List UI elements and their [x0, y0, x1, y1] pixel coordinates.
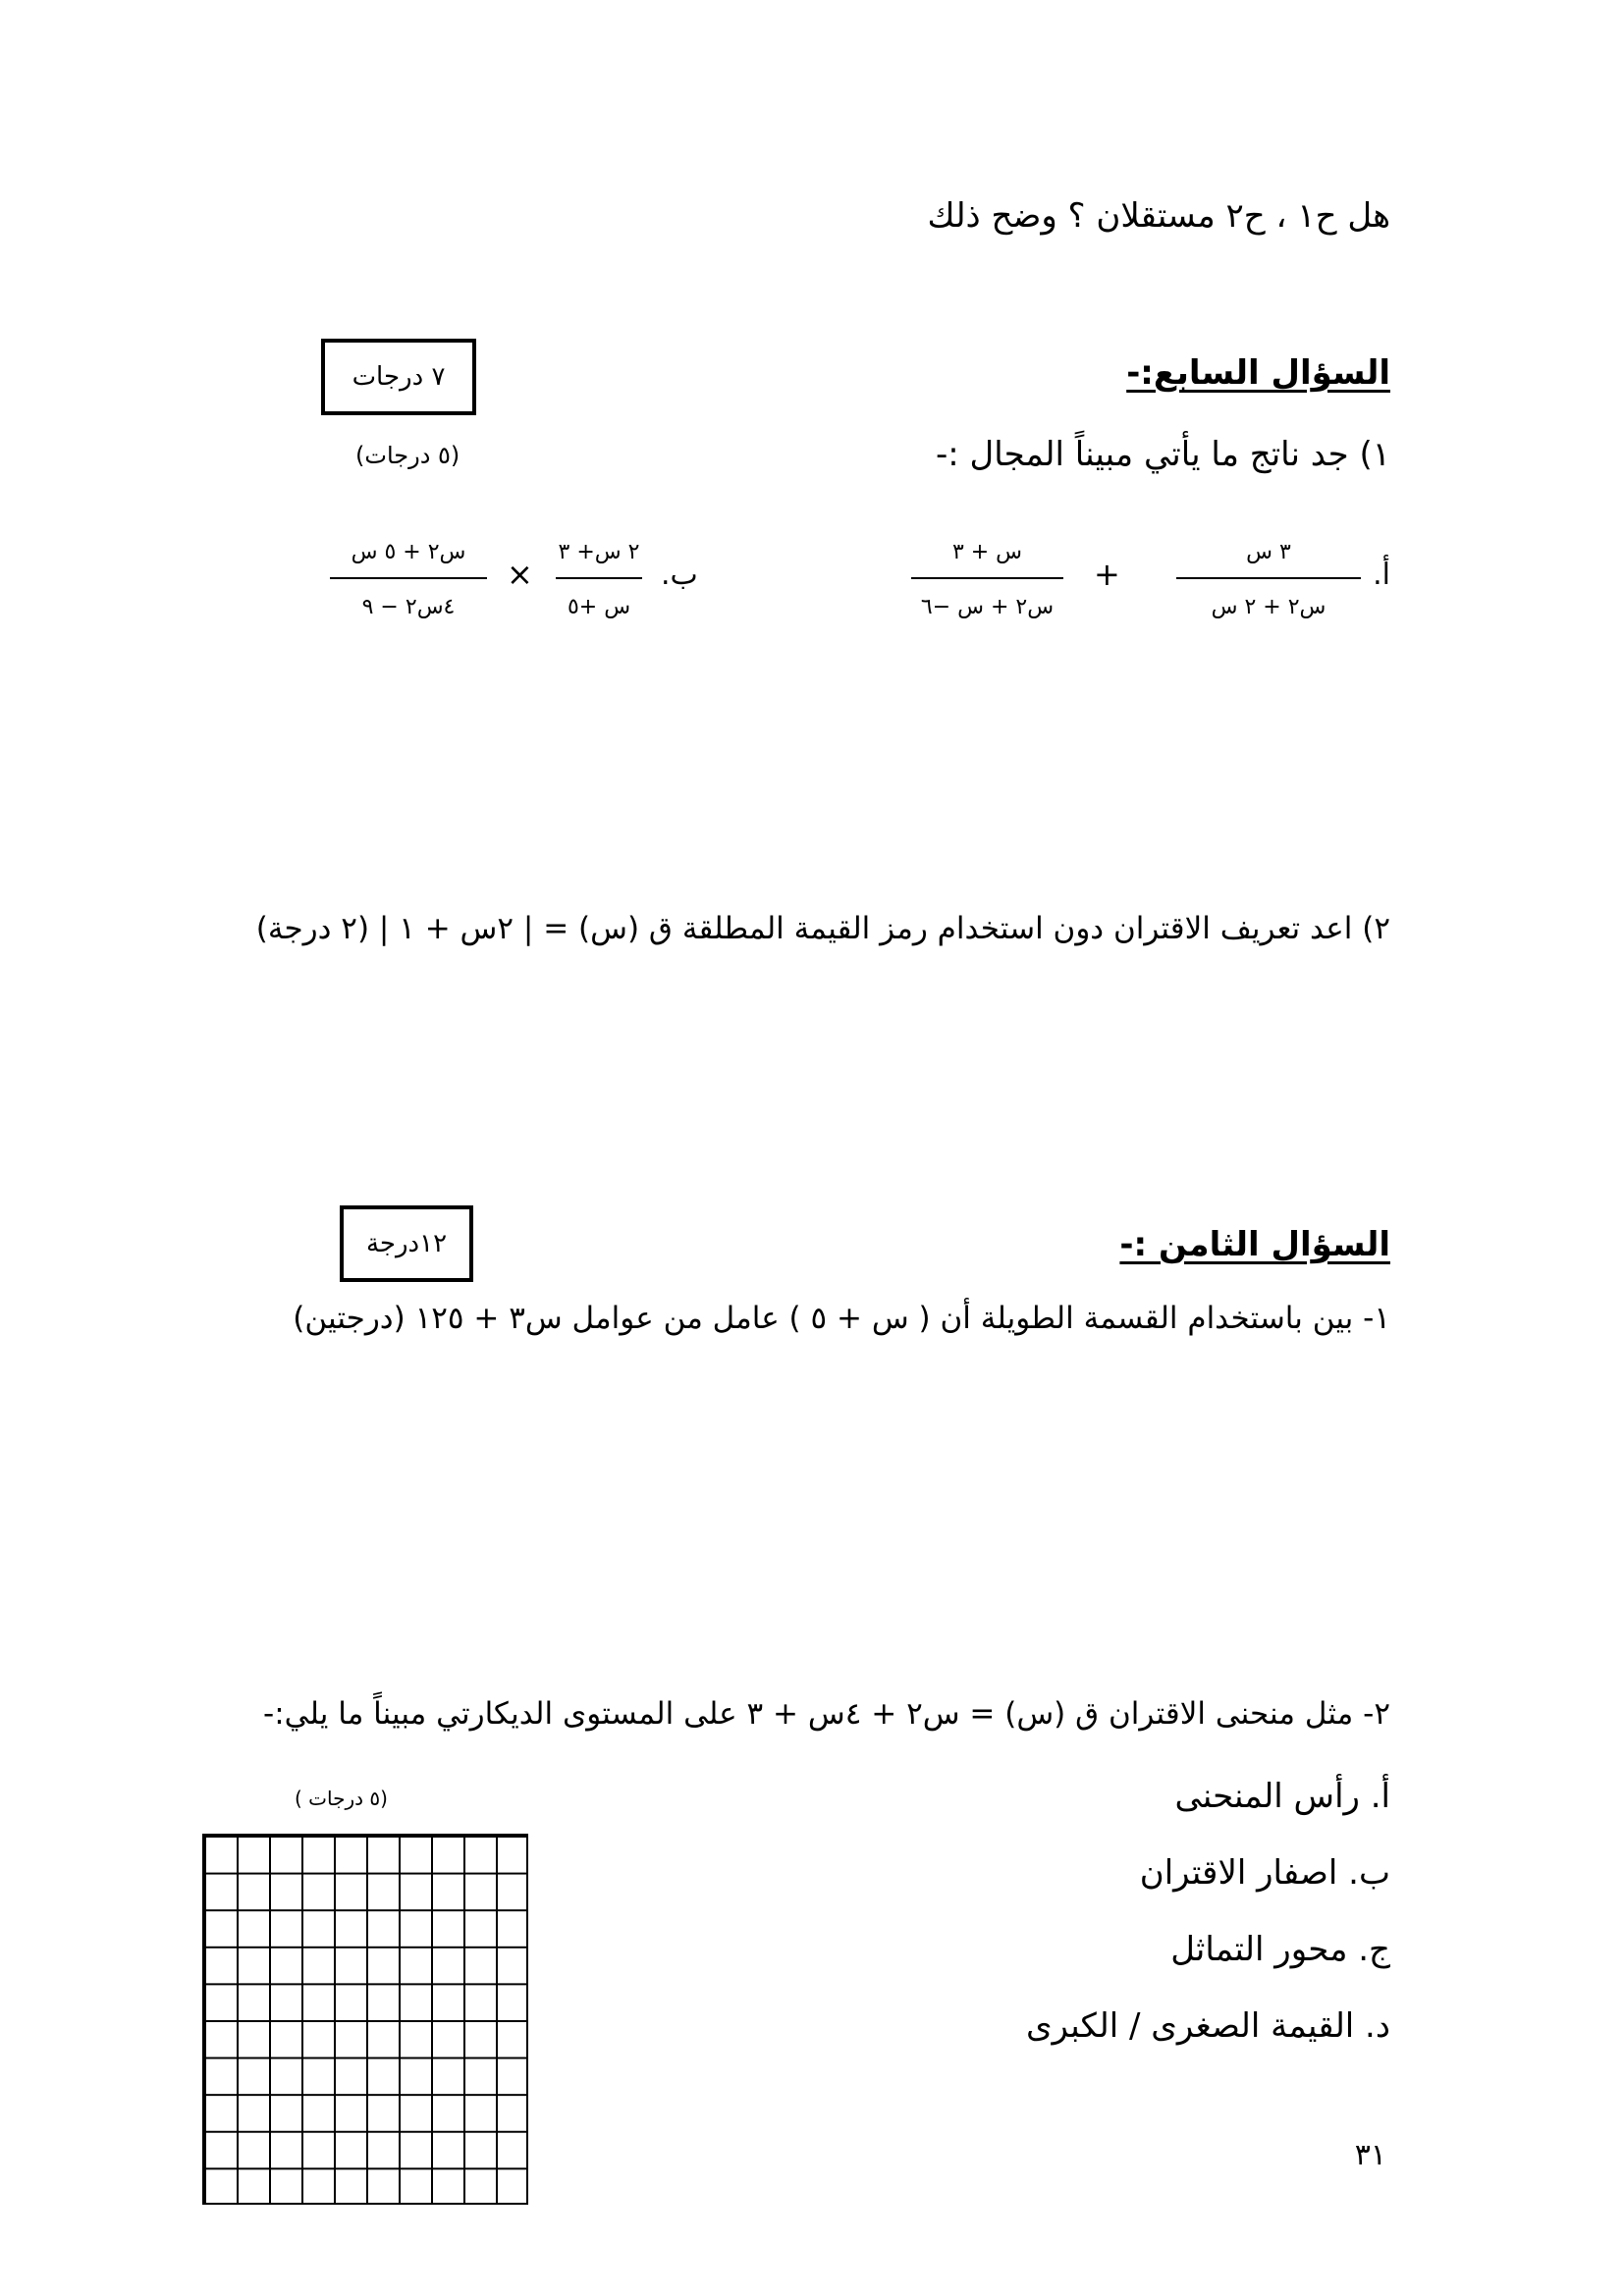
fraction-bar [911, 577, 1063, 579]
q7-marks-box [321, 339, 476, 415]
q7-item-a-label: أ. [1373, 558, 1390, 592]
fraction-numerator: ٢ س+ ٣ [558, 540, 640, 564]
fraction-bar [330, 577, 487, 579]
fraction-numerator: س + ٣ [951, 540, 1023, 564]
page-number: ٣١ [1354, 2138, 1386, 2172]
q6-independence-question: هل ح١ ، ح٢ مستقلان ؟ وضح ذلك [927, 196, 1390, 236]
q7-item-a-plus-operator: + [1094, 556, 1120, 593]
graph-paper-grid [202, 1834, 528, 2205]
fraction-denominator: ٤س٢ − ٩ [361, 595, 456, 619]
q7-item-b-label: ب. [661, 558, 698, 592]
q8-item-vertex: أ. رأس المنحنى [1174, 1777, 1390, 1816]
q8-item-min-max: د. القيمة الصغرى / الكبرى [1025, 2006, 1390, 2046]
q7-item-a-fraction-1 [1176, 538, 1361, 631]
fraction-denominator: س +٥ [567, 595, 631, 619]
q7-item-a-fraction-2 [911, 538, 1063, 631]
fraction-numerator: س٢ + ٥ س [351, 540, 466, 564]
q7-heading: السؤال السابع:- [1126, 353, 1390, 393]
q8-marks-box [340, 1205, 473, 1282]
fraction-bar [556, 577, 642, 579]
fraction-numerator: ٣ س [1246, 540, 1291, 564]
q8-part2-marks: (٥ درجات ) [295, 1787, 388, 1810]
q7-item-b-fraction-2 [330, 538, 487, 631]
q8-part1-text: ١- بين باستخدام القسمة الطويلة أن ( س + ٥ ) عامل من عوامل س٣ + ١٢٥ (درجتين) [293, 1301, 1390, 1336]
q8-marks-box-text: ١٢درجة [365, 1229, 448, 1258]
fraction-denominator: س٢ + س −٦ [920, 595, 1055, 619]
q7-item-b-fraction-1 [556, 538, 642, 631]
q8-item-axis-of-symmetry: ج. محور التماثل [1170, 1930, 1390, 1969]
fraction-bar [1176, 577, 1361, 579]
q7-item-b-multiply-operator: × [507, 556, 533, 593]
fraction-denominator: س٢ + ٢ س [1211, 595, 1326, 619]
q7-part1-text: ١) جد ناتج ما يأتي مبيناً المجال :- [935, 435, 1390, 474]
q7-part1-marks: (٥ درجات) [355, 442, 460, 469]
q8-part2-text: ٢- مثل منحنى الاقتران ق (س) = س٢ + ٤س + ٣ على المستوى الديكارتي مبيناً ما يلي:- [263, 1696, 1390, 1732]
q7-marks-box-text: ٧ درجات [352, 362, 446, 392]
q7-part2-text: ٢) اعد تعريف الاقتران دون استخدام رمز القيمة المطلقة ق (س) = | ٢س + ١ | (٢ درجة) [255, 911, 1390, 946]
q8-heading: السؤال الثامن :- [1119, 1225, 1390, 1264]
q8-item-zeros: ب. اصفار الاقتران [1139, 1853, 1390, 1893]
